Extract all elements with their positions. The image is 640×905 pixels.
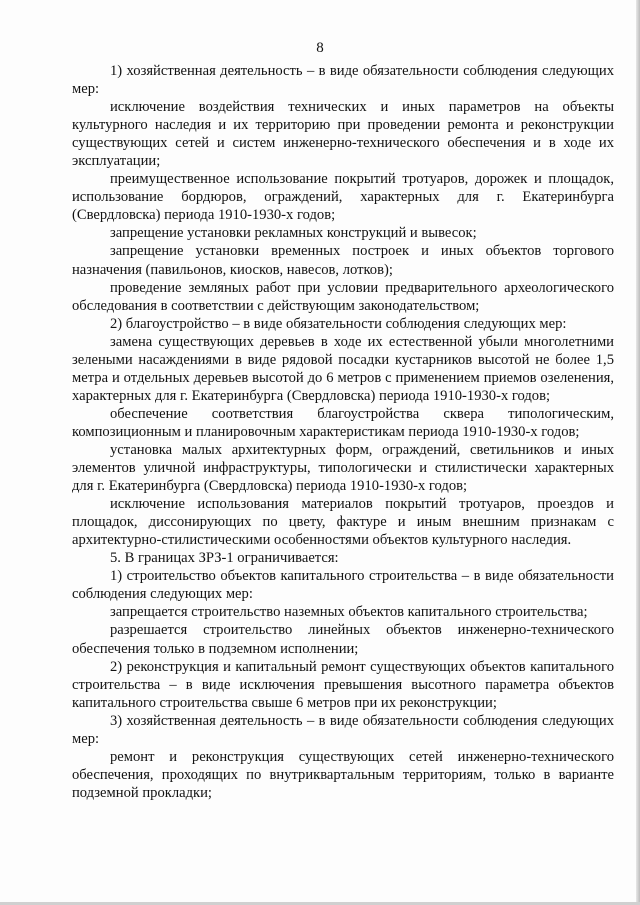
paragraph: исключение воздействия технических и иных параметров на объекты культурного наследия и их территорию при проведении ремонта и реконструкции существующих сетей и систем инженерно-технического обеспечения и в ходе их эксплуатации;	[72, 99, 614, 170]
paragraph: 2) реконструкция и капитальный ремонт существующих объектов капитального строительства – в виде исключения превышения высотного параметра объектов капитального строительства свыше 6 метров при их реконструкции;	[72, 658, 614, 711]
paragraph: разрешается строительство линейных объектов инженерно-технического обеспечения только в подземном исполнении;	[72, 622, 614, 657]
paragraph: исключение использования материалов покрытий тротуаров, проездов и площадок, диссонирующих по цвету, фактуре и иным внешним признакам с архитектурно-стилистическими особенностями объектов культурного наследия.	[72, 496, 614, 549]
paragraph: замена существующих деревьев в ходе их естественной убыли многолетними зелеными насаждениями в виде рядовой посадки кустарников высотой не более 1,5 метра и отдельных деревьев высотой до 6 метров с применением приемов озеленения, характерных для г. Екатеринбурга (Свердловска) периода 1910-1930-х годов;	[72, 333, 614, 404]
paragraph: 1) строительство объектов капитального строительства – в виде обязательности соблюдения следующих мер:	[72, 568, 614, 603]
paragraph: 3) хозяйственная деятельность – в виде обязательности соблюдения следующих мер:	[72, 712, 614, 747]
paragraph: установка малых архитектурных форм, ограждений, светильников и иных элементов уличной инфраструктуры, типологически и стилистически характерных для г. Екатеринбурга (Свердловска) периода 1910-1930-х годов;	[72, 441, 614, 495]
paragraph: 1) хозяйственная деятельность – в виде обязательности соблюдения следующих мер:	[72, 63, 614, 98]
paragraph: обеспечение соответствия благоустройства сквера типологическим, композиционным и планировочным характеристикам периода 1910-1930-х годов;	[72, 405, 614, 440]
paragraph: 2) благоустройство – в виде обязательности соблюдения следующих мер:	[110, 315, 567, 332]
page-number: 8	[316, 40, 324, 56]
paragraph: запрещается строительство наземных объектов капитального строительства;	[110, 604, 588, 621]
paragraph: преимущественное использование покрытий тротуаров, дорожек и площадок, использование бордюров, ограждений, характерных для г. Екатеринбурга (Свердловска) периода 1910-1930-х годов;	[72, 171, 614, 224]
document-body	[72, 62, 614, 802]
paragraph: запрещение установки временных построек и иных объектов торгового назначения (павильонов, киосков, навесов, лотков);	[72, 243, 614, 278]
paragraph: запрещение установки рекламных конструкций и вывесок;	[110, 225, 477, 242]
paragraph: 5. В границах ЗРЗ-1 ограничивается:	[110, 550, 339, 567]
paragraph: проведение земляных работ при условии предварительного археологического обследования в соответствии с действующим законодательством;	[72, 279, 614, 314]
page-edge-shadow	[636, 0, 640, 905]
paragraph: ремонт и реконструкция существующих сетей инженерно-технического обеспечения, проходящих по внутриквартальным территориям, только в варианте подземной прокладки;	[72, 748, 614, 801]
